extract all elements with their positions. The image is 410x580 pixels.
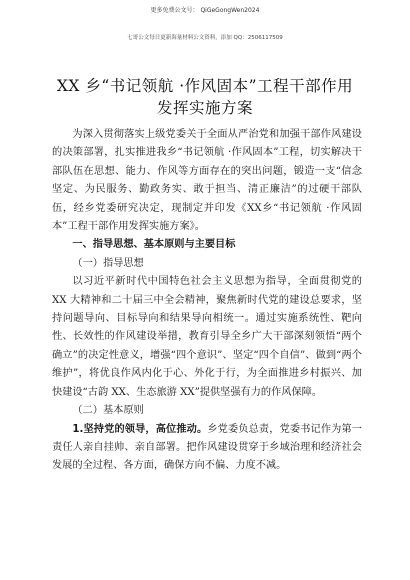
principle-1-text: 乡党委负总责，党委书记作为第一责任人亲自挂帅、亲自部署。把作风建设贯穿于乡域治理和经济社会发展的全过程、各方面，确保方向不偏、力度不减。 [52,423,362,472]
section-heading-1: 一、指导思想、基本原则与主要目标 [72,239,236,251]
document-body [52,126,362,476]
document-title [40,75,370,119]
guiding-ideology-paragraph: 以习近平新时代中国特色社会主义思想为指导，全面贯彻党的 XX 大精神和二十届三中全会精神，聚焦新时代党的建设总要求，坚持问题导向、目标导向和结果导向相统一。通过实施系统性、靶向性、长效性的作风建设举措，教育引导全乡广大干部深刻领悟“两个确立”的决定性意义，增强“四个意识”、坚定“四个自信”、做到“两个维护”，将优良作风内化于心、外化于行，为全面推进乡村振兴、加快建设“古韵 XX、生态旅游 XX”提供坚强有力的作风保障。 [52,276,362,398]
intro-paragraph: 为深入贯彻落实上级党委关于全面从严治党和加强干部作风建设的决策部署，扎实推进我乡“书记领航 ·作风固本”工程，切实解决干部队伍在思想、能力、作风等方面存在的突出问题，锻造一支“信念坚定、为民服务、勤政务实、敢于担当、清正廉洁”的过硬干部队伍，经乡党委研究决定，现制定并印发《XX乡“书记领航 ·作风固本”工程干部作用发挥实施方案》。 [52,129,362,233]
principle-1-lead: 1.坚持党的领导，高位推动。 [72,423,208,435]
title-line-2: 发挥实施方案 [156,99,253,117]
principle-paragraph-1 [52,421,362,476]
watermark-banner: 更多免费公文号： QiGeGongWen2024 [150,7,260,14]
contact-notice: 七哥公文每日更新海量材料公文资料，添加 QQ：2506117509 [127,35,283,41]
subsection-heading-2: （二）基本原则 [72,405,144,417]
subsection-heading-1: （一）指导思想 [72,257,144,269]
title-line-1: XX 乡“书记领航 ·作风固本”工程干部作用 [56,77,354,95]
